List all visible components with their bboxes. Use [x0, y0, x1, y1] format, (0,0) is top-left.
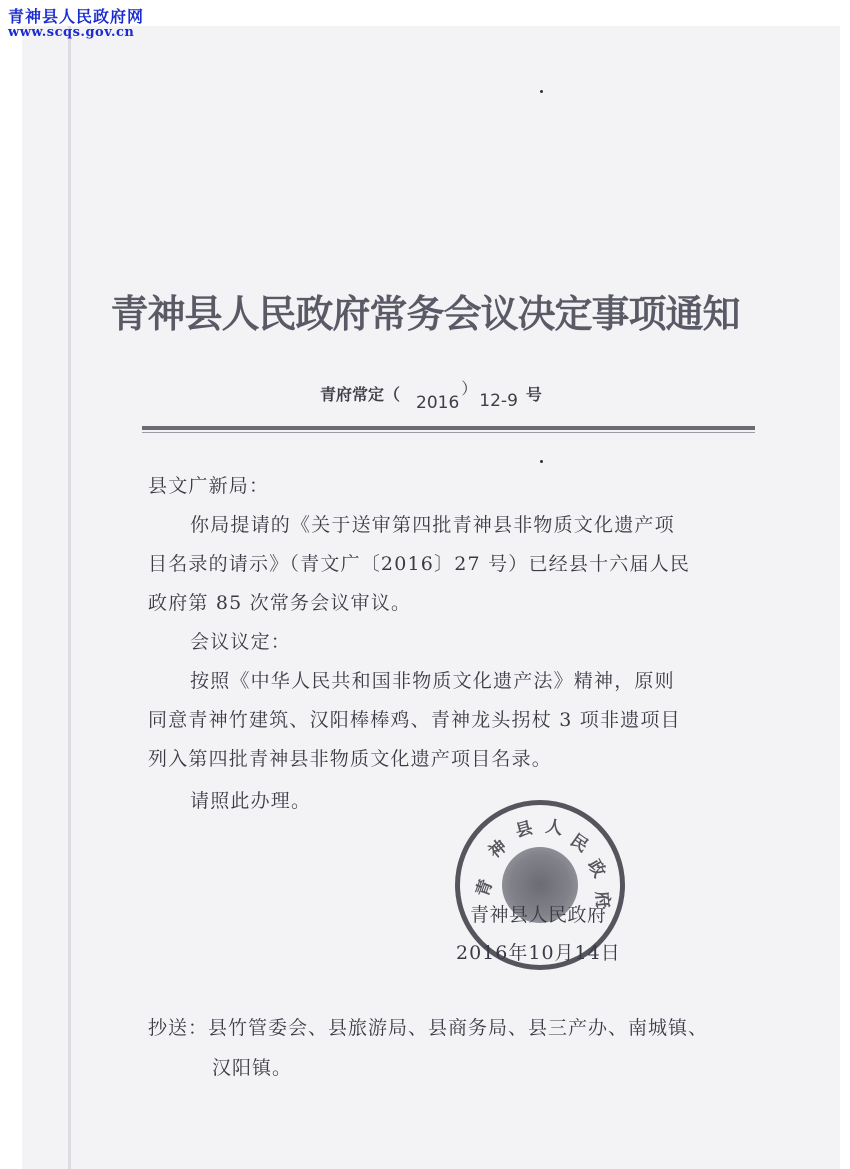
signer: 青神县人民政府: [470, 904, 607, 926]
site-watermark: [8, 8, 144, 41]
body-paragraph: 同意青神竹建筑、汉阳棒棒鸡、青神龙头拐杖 3 项非遗项目: [148, 709, 681, 731]
document-title: 青神县人民政府常务会议决定事项通知: [110, 291, 740, 336]
header-rule-thin: [142, 432, 755, 433]
recipient: 县文广新局：: [148, 475, 270, 497]
seal-text-ring: 青 神 县 人 民 政 府: [472, 816, 613, 910]
body-paragraph: 按照《中华人民共和国非物质文化遗产法》精神，原则: [190, 670, 675, 692]
document-number: [320, 379, 542, 413]
scan-speck: [540, 90, 543, 93]
document-number-prefix: 青府常定（: [320, 385, 401, 404]
body-paragraph: 请照此办理。: [190, 790, 312, 812]
header-rule-thick: [142, 426, 755, 430]
body-paragraph: 目名录的请示》（青文广〔2016〕27 号）已经县十六届人民: [148, 553, 691, 575]
body-paragraph: 会议议定：: [190, 631, 292, 653]
document-number-year: 2016: [416, 393, 460, 413]
document-number-close: ）: [461, 379, 478, 398]
site-name: 青神县人民政府网: [8, 7, 145, 26]
cc-line: 抄送：县竹管委会、县旅游局、县商务局、县三产办、南城镇、: [148, 1017, 709, 1039]
scan-speck: [540, 460, 543, 463]
paper-fold-edge: [68, 26, 71, 1169]
body-paragraph: 列入第四批青神县非物质文化遗产项目名录。: [148, 748, 553, 770]
issue-date: 2016年10月14日: [456, 942, 621, 964]
cc-line: 汉阳镇。: [212, 1057, 293, 1079]
body-paragraph: 你局提请的《关于送审第四批青神县非物质文化遗产项: [190, 514, 675, 536]
document-number-suffix: 号: [525, 385, 542, 404]
body-paragraph: 政府第 85 次常务会议审议。: [148, 592, 412, 614]
site-url: www.scqs.gov.cn: [8, 25, 135, 41]
document-number-seq: 12-9: [479, 391, 518, 411]
